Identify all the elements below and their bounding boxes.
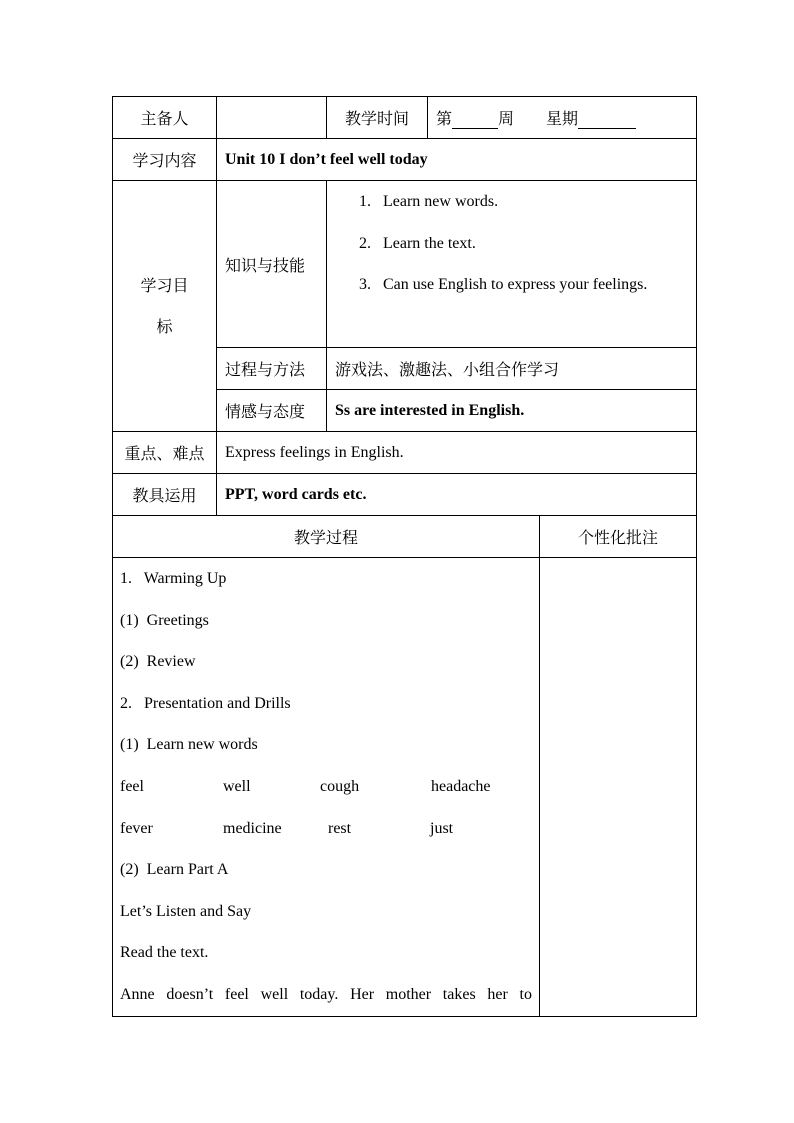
process-line: 2. Presentation and Drills (120, 694, 291, 712)
process-line: 1. Warming Up (120, 570, 227, 587)
objectives-knowledge-row (113, 181, 697, 348)
vocab-row-2 (120, 808, 532, 850)
lesson-plan-page (112, 96, 696, 1017)
content-label: 学习内容 (113, 139, 217, 181)
objectives-label-line2: 标 (156, 317, 173, 336)
process-header-row (113, 516, 697, 558)
key-points-row (113, 432, 697, 474)
vocab-word: well (223, 777, 251, 795)
objectives-label (113, 181, 217, 432)
process-header: 教学过程 (113, 516, 540, 558)
knowledge-label: 知识与技能 (217, 181, 327, 348)
knowledge-item: 1. Learn new words. (359, 193, 499, 210)
week-prefix: 第 (436, 109, 453, 128)
time-label: 教学时间 (327, 97, 428, 139)
preparer-value (217, 97, 327, 139)
vocab-word: rest (328, 819, 352, 837)
key-points-value: Express feelings in English. (217, 432, 697, 474)
week-field (428, 97, 697, 139)
vocab-word: just (430, 819, 454, 837)
process-method-value: 游戏法、激趣法、小组合作学习 (327, 348, 697, 390)
key-points-label: 重点、难点 (113, 432, 217, 474)
content-row (113, 139, 697, 181)
vocab-word: headache (431, 777, 491, 795)
lesson-plan-table (112, 96, 697, 1017)
vocab-word: feel (120, 777, 144, 795)
preparer-label: 主备人 (113, 97, 217, 139)
week-blank (452, 112, 498, 129)
notes-body (540, 558, 697, 1017)
vocab-word: fever (120, 819, 153, 837)
content-value: Unit 10 I don’t feel well today (217, 139, 697, 181)
process-line: (1) Learn new words (120, 736, 258, 754)
weekday-blank (578, 112, 636, 129)
knowledge-item: 3. Can use English to express your feelings. (359, 276, 648, 293)
process-method-label: 过程与方法 (217, 348, 327, 390)
weekday-label: 星期 (546, 109, 579, 128)
week-suffix: 周 (498, 109, 515, 128)
process-line: (2) Review (120, 653, 196, 671)
process-body (113, 558, 540, 1017)
knowledge-item: 2. Learn the text. (359, 234, 476, 252)
vocab-word: cough (320, 777, 360, 795)
tools-value: PPT, word cards etc. (217, 474, 697, 516)
process-line: Read the text. (120, 944, 209, 962)
notes-header: 个性化批注 (540, 516, 697, 558)
objectives-label-line1: 学习目 (140, 276, 189, 295)
tools-label: 教具运用 (113, 474, 217, 516)
tools-row (113, 474, 697, 516)
vocab-word: medicine (223, 819, 282, 837)
knowledge-items-cell (327, 181, 697, 348)
vocab-row-1 (120, 766, 532, 808)
emotion-label: 情感与态度 (217, 390, 327, 432)
process-line: Anne doesn’t feel well today. Her mother takes her to (120, 985, 532, 1003)
process-body-row (113, 558, 697, 1017)
process-line: Let’s Listen and Say (120, 902, 252, 920)
header-row (113, 97, 697, 139)
process-line: (1) Greetings (120, 611, 209, 629)
process-line: (2) Learn Part A (120, 861, 229, 879)
knowledge-list (327, 181, 696, 306)
emotion-value: Ss are interested in English. (327, 390, 697, 432)
